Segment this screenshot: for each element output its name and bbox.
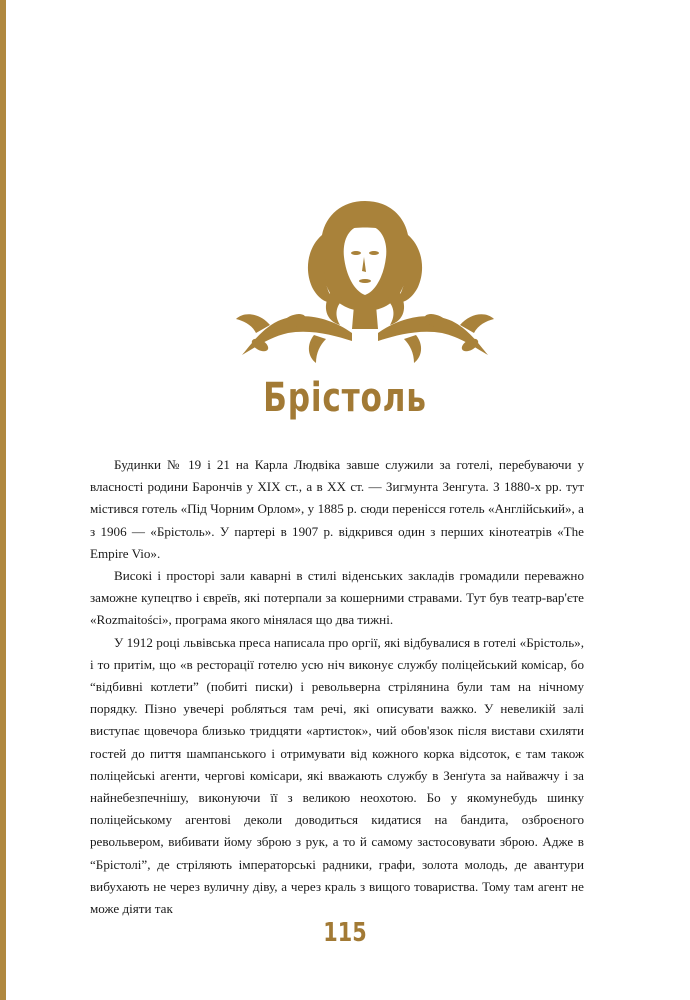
page-number: 115 [323, 918, 367, 948]
body-text [90, 454, 584, 920]
chapter-title: Брістоль [263, 375, 427, 421]
page-edge-bar [0, 0, 6, 1000]
art-nouveau-face-ornament-icon [230, 195, 500, 370]
paragraph: Високі і просторі зали каварні в стилі віденських закладів громадили переважно заможне купецтво і євреїв, які потерпали за кошерними стравами. Тут був театр-вар'єте «Rozmaitości», програма якого мінялася що два тижні. [90, 568, 584, 628]
paragraph: У 1912 році львівська преса написала про оргії, які відбувалися в готелі «Брістоль», і то притім, що «в ресторації готелю усю ніч виконує службу поліцейський комісар, бо “відбивні котлети” (побиті писки) і револьверна стрілянина були там на нічному порядку. Пізно увечері робляться там речі, які описувати важко. У невеликій залі виступає щовечора близько тридцяти «артисток», чий обов'язок після вистави схиляти гостей до пиття шампанського і отримувати від кожного корка відсоток, є там також поліцейські агенти, чергові комісари, які вважають службу в Зенґута за найважчу і за найнебезпечнішу, виконуючи її з великою неохотою. Бо у якомунебудь шинку поліцейському агентові деколи доводиться кидатися на бандита, озброєного револьвером, вибивати йому зброю з рук, а то й самому застосовувати зброю. Адже в “Брістолі”, де стріляють імператорські радники, графи, золота молодь, де авантури вибухають не через вуличну діву, а через краль з вищого товариства. Тому там агент не може діяти так [90, 634, 584, 917]
paragraph: Будинки № 19 і 21 на Карла Людвіка завше служили за готелі, перебуваючи у власності родини Барончів у XIX ст., а в XX ст. — Зигмунта Зенгута. З 1880-х рр. тут містився готель «Під Чорним Орлом», у 1885 р. сюди перенісся готель «Англійський», а з 1906 — «Брістоль». У партері в 1907 р. відкрився один з перших кінотеатрів «The Empire Vio». [90, 457, 584, 561]
